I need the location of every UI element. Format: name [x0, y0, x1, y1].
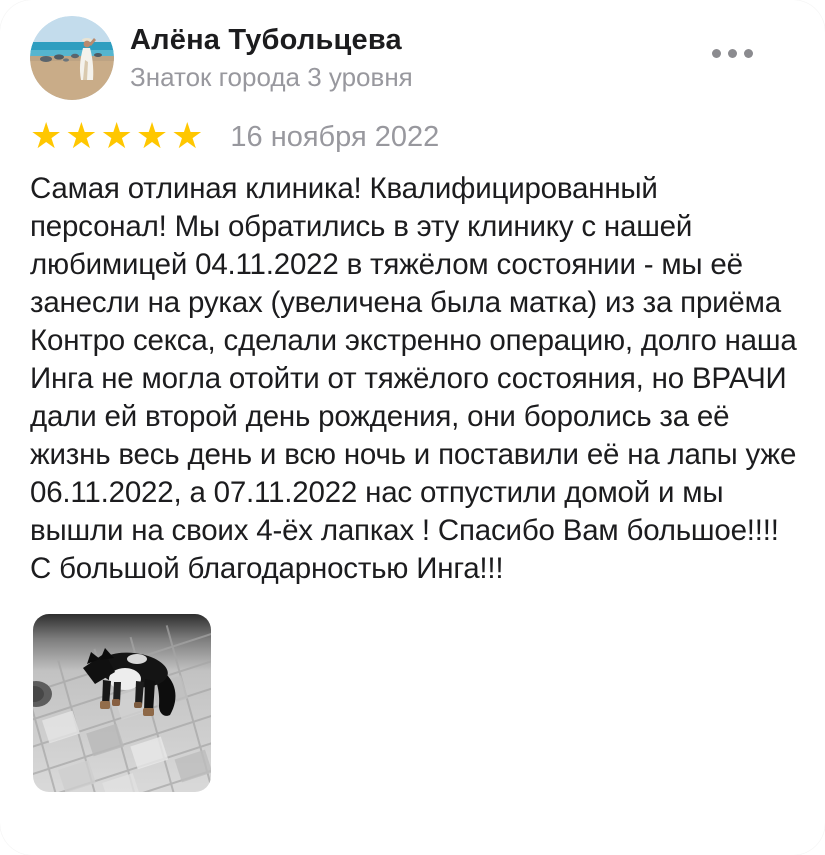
more-horizontal-icon: [712, 49, 721, 58]
star-rating-icon: ★★★★★: [30, 116, 207, 157]
rating-row: [30, 118, 795, 156]
more-menu-button[interactable]: [710, 43, 755, 64]
review-date: 16 ноября 2022: [230, 120, 440, 153]
dog-on-pavement-photo-icon: [33, 614, 211, 792]
author-block: [130, 16, 413, 92]
beach-photo-avatar-icon: [30, 16, 114, 100]
author-name[interactable]: Алёна Тубольцева: [130, 24, 402, 56]
review-photo-thumbnail[interactable]: [33, 614, 211, 792]
review-text: Самая отлиная клиника! Квалифицированный персонал! Мы обратились в эту клинику с нашей любимицей 04.11.2022 в тяжёлом состоянии - мы её занесли на руках (увеличена была матка) из за приёма Контро секса, сделали экстренно операцию, долго наша Инга не могла отойти от тяжёлого состояния, но ВРАЧИ дали ей второй день рождения, они боролись за её жизнь весь день и всю ночь и поставили её на лапы уже 06.11.2022, а 07.11.2022 нас отпустили домой и мы вышли на своих 4-ёх лапках ! Спасибо Вам большое!!!! С большой благодарностью Инга!!!: [30, 172, 797, 585]
author-status: Знаток города 3 уровня: [130, 62, 413, 92]
user-avatar[interactable]: [30, 16, 114, 100]
review-header: [30, 16, 795, 100]
